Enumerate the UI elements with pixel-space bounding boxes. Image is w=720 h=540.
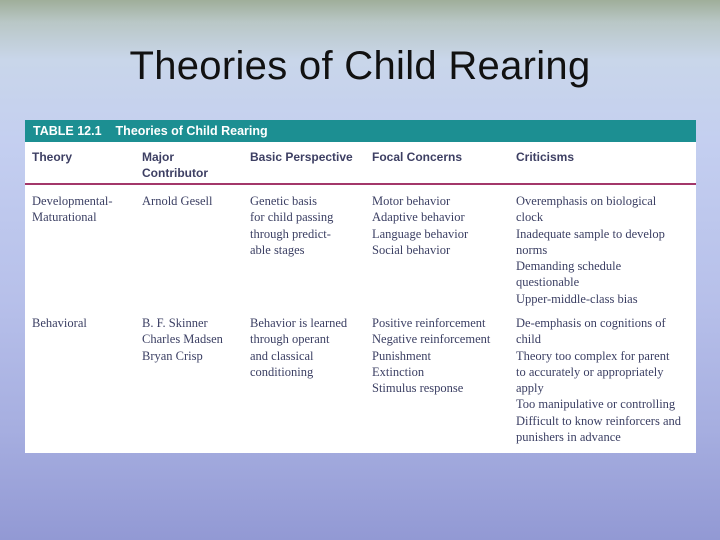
header-theory-text: Theory (32, 150, 73, 164)
cell-contributor-line: Charles Madsen (142, 332, 223, 347)
cell-criticisms-line: Upper-middle-class bias (516, 291, 638, 306)
cell-concerns-line: Extinction (372, 364, 425, 379)
cell-perspective-line: Genetic basis (250, 194, 317, 208)
table-number: TABLE 12.1 (33, 124, 102, 138)
table-caption: Theories of Child Rearing (115, 124, 268, 138)
cell-perspective (250, 193, 333, 258)
slide-title: Theories of Child Rearing (129, 44, 591, 88)
header-contributor-line2: Contributor (142, 166, 208, 180)
header-divider (25, 183, 696, 185)
cell-criticisms-line: punishers in advance (516, 430, 621, 445)
cell-concerns-line: Social behavior (372, 242, 451, 257)
cell-perspective-line: conditioning (250, 364, 314, 379)
cell-criticisms-line: Theory too complex for parent (516, 348, 670, 363)
cell-criticisms-line: De-emphasis on cognitions of (516, 316, 666, 330)
header-concerns-text: Focal Concerns (372, 150, 463, 164)
cell-concerns (372, 315, 490, 396)
cell-theory-line: Maturational (32, 210, 97, 225)
header-concerns (372, 149, 462, 165)
cell-perspective-line: through operant (250, 332, 330, 347)
cell-concerns (372, 193, 468, 258)
cell-theory-line: Developmental- (32, 194, 113, 208)
cell-contributor (142, 193, 212, 209)
cell-criticisms-line: Overemphasis on biological (516, 194, 657, 208)
cell-concerns-line: Stimulus response (372, 381, 464, 396)
cell-perspective-line: through predict- (250, 226, 331, 241)
cell-criticisms-line: norms (516, 242, 548, 257)
cell-criticisms-line: Inadequate sample to develop (516, 226, 665, 241)
cell-criticisms (516, 193, 665, 307)
cell-contributor (142, 315, 223, 364)
cell-concerns-line: Adaptive behavior (372, 210, 465, 225)
cell-concerns-line: Positive reinforcement (372, 316, 486, 330)
cell-criticisms-line: child (516, 332, 541, 347)
cell-criticisms (516, 315, 681, 445)
cell-criticisms-line: Demanding schedule (516, 259, 622, 274)
cell-theory-line: Behavioral (32, 316, 87, 330)
cell-perspective-line: for child passing (250, 210, 334, 225)
header-contributor-line1: Major (142, 150, 175, 164)
cell-concerns-line: Language behavior (372, 226, 469, 241)
cell-concerns-line: Punishment (372, 348, 432, 363)
header-criticisms-text: Criticisms (516, 150, 575, 164)
cell-criticisms-line: apply (516, 381, 544, 396)
cell-contributor-line: Arnold Gesell (142, 194, 213, 208)
cell-concerns-line: Negative reinforcement (372, 332, 491, 347)
cell-perspective-line: able stages (250, 242, 305, 257)
cell-concerns-line: Motor behavior (372, 194, 451, 208)
table-banner (25, 120, 696, 142)
header-criticisms (516, 149, 574, 165)
cell-criticisms-line: to accurately or appropriately (516, 364, 664, 379)
cell-perspective (250, 315, 347, 380)
cell-criticisms-line: questionable (516, 275, 580, 290)
cell-theory (32, 193, 113, 226)
header-perspective (250, 149, 353, 165)
theories-table (25, 120, 696, 453)
cell-criticisms-line: Too manipulative or controlling (516, 397, 676, 412)
header-perspective-text: Basic Perspective (250, 150, 353, 164)
header-theory (32, 149, 72, 165)
cell-contributor-line: Bryan Crisp (142, 348, 203, 363)
cell-criticisms-line: clock (516, 210, 544, 225)
header-contributor (142, 149, 208, 181)
cell-perspective-line: and classical (250, 348, 314, 363)
cell-theory (32, 315, 87, 331)
cell-perspective-line: Behavior is learned (250, 316, 348, 330)
cell-criticisms-line: Difficult to know reinforcers and (516, 413, 681, 428)
cell-contributor-line: B. F. Skinner (142, 316, 208, 330)
